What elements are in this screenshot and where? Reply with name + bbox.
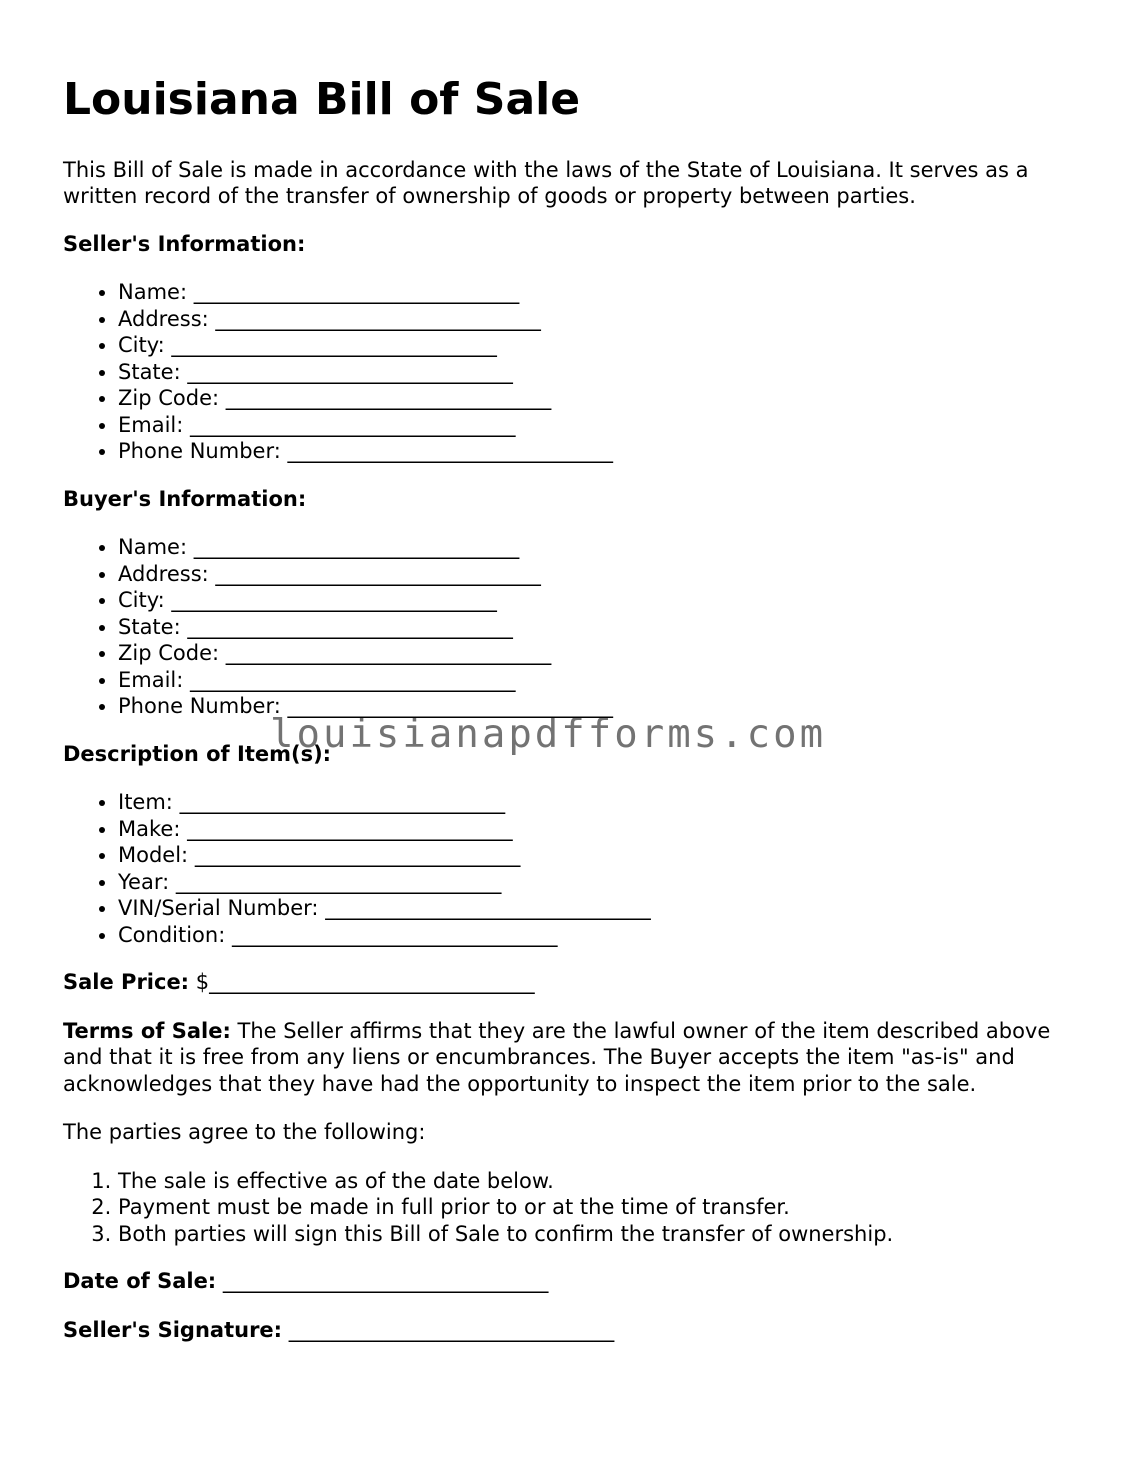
list-item <box>118 842 1073 869</box>
list-item <box>118 385 1073 412</box>
seller-fields-list <box>63 279 1073 465</box>
field-label: Phone Number: <box>118 439 281 464</box>
list-item <box>118 561 1073 588</box>
field-label: Year: <box>118 869 170 894</box>
blank-line[interactable]: _______________________________ <box>187 359 513 384</box>
agreement-intro: The parties agree to the following: <box>63 1120 426 1145</box>
field-label: State: <box>118 614 181 639</box>
list-item <box>118 359 1073 386</box>
blank-line[interactable]: _______________________________ <box>225 386 552 411</box>
blank-line[interactable]: _______________________________ <box>171 333 497 358</box>
item-fields-list <box>63 789 1073 948</box>
watermark: louisianapdfforms.com <box>270 712 827 757</box>
seller-signature-line <box>63 1317 1073 1344</box>
sale-price-blank[interactable]: _______________________________ <box>209 970 535 995</box>
intro-paragraph: This Bill of Sale is made in accordance with the laws of the State of Louisiana. It serves as a written record of the transfer of ownership of goods or property between parties. <box>63 157 1029 209</box>
blank-line[interactable]: _______________________________ <box>190 412 516 437</box>
blank-line[interactable]: _______________________________ <box>287 694 613 719</box>
list-item <box>118 895 1073 922</box>
blank-line[interactable]: _______________________________ <box>325 896 651 921</box>
blank-line[interactable]: _______________________________ <box>231 922 558 947</box>
list-item <box>118 789 1073 816</box>
blank-line[interactable]: _______________________________ <box>225 641 552 666</box>
field-label: Make: <box>118 816 181 841</box>
blank-line[interactable]: _______________________________ <box>215 306 541 331</box>
field-label: Phone Number: <box>118 694 281 719</box>
date-of-sale-label: Date of Sale: <box>63 1269 217 1294</box>
blank-line[interactable]: _______________________________ <box>194 843 521 868</box>
list-item <box>118 869 1073 896</box>
list-item <box>118 640 1073 667</box>
field-label: Zip Code: <box>118 386 220 411</box>
field-label: Name: <box>118 535 188 560</box>
blank-line[interactable]: _______________________________ <box>193 535 520 560</box>
field-label: State: <box>118 359 181 384</box>
field-label: Zip Code: <box>118 641 220 666</box>
buyer-section-heading: Buyer's Information: <box>63 486 307 511</box>
list-item <box>118 587 1073 614</box>
field-label: VIN/Serial Number: <box>118 896 319 921</box>
list-item <box>118 412 1073 439</box>
terms-label: Terms of Sale: <box>63 1018 231 1043</box>
list-item <box>118 438 1073 465</box>
blank-line[interactable]: _______________________________ <box>175 869 502 894</box>
seller-signature-label: Seller's Signature: <box>63 1317 283 1342</box>
terms-paragraph <box>63 1018 1073 1098</box>
seller-section-heading: Seller's Information: <box>63 231 306 256</box>
field-label: Condition: <box>118 922 226 947</box>
blank-line[interactable]: _______________________________ <box>187 614 513 639</box>
list-item: 2. Payment must be made in full prior to or at the time of transfer. <box>118 1194 1073 1221</box>
date-of-sale-line <box>63 1268 1073 1295</box>
field-label: Model: <box>118 843 189 868</box>
field-label: City: <box>118 333 165 358</box>
blank-line[interactable]: _______________________________ <box>215 561 541 586</box>
terms-text: The Seller affirms that they are the lawful owner of the item described above and that it is free from any liens or encumbrances. The Buyer accepts the item "as-is" and acknowledges that they have had the opportunity to inspect the item prior to the sale. <box>63 1018 1051 1096</box>
blank-line[interactable]: _______________________________ <box>193 280 520 305</box>
field-label: Email: <box>118 667 184 692</box>
list-item: 1. The sale is effective as of the date below. <box>118 1168 1073 1195</box>
sale-price-line <box>63 969 1073 996</box>
field-label: Name: <box>118 280 188 305</box>
list-item <box>118 534 1073 561</box>
list-item <box>118 306 1073 333</box>
list-item <box>118 816 1073 843</box>
field-label: City: <box>118 588 165 613</box>
field-label: Email: <box>118 412 184 437</box>
agreement-list <box>63 1168 1073 1248</box>
blank-line[interactable]: _______________________________ <box>187 816 513 841</box>
list-item <box>118 922 1073 949</box>
buyer-fields-list <box>63 534 1073 720</box>
field-label: Address: <box>118 306 209 331</box>
sale-price-label: Sale Price: <box>63 970 190 995</box>
list-item <box>118 614 1073 641</box>
list-item <box>118 667 1073 694</box>
blank-line[interactable]: _______________________________ <box>287 439 613 464</box>
blank-line[interactable]: _______________________________ <box>171 588 497 613</box>
page-title: Louisiana Bill of Sale <box>63 74 581 125</box>
items-section-heading: Description of Item(s): <box>63 741 332 766</box>
field-label: Item: <box>118 790 173 815</box>
list-item <box>118 279 1073 306</box>
list-item <box>118 332 1073 359</box>
list-item: 3. Both parties will sign this Bill of Sale to confirm the transfer of ownership. <box>118 1221 1073 1248</box>
seller-signature-blank[interactable]: _______________________________ <box>288 1317 615 1342</box>
blank-line[interactable]: _______________________________ <box>179 790 506 815</box>
date-of-sale-blank[interactable]: _______________________________ <box>222 1269 549 1294</box>
blank-line[interactable]: _______________________________ <box>190 667 516 692</box>
field-label: Address: <box>118 561 209 586</box>
currency-symbol: $ <box>195 970 210 995</box>
